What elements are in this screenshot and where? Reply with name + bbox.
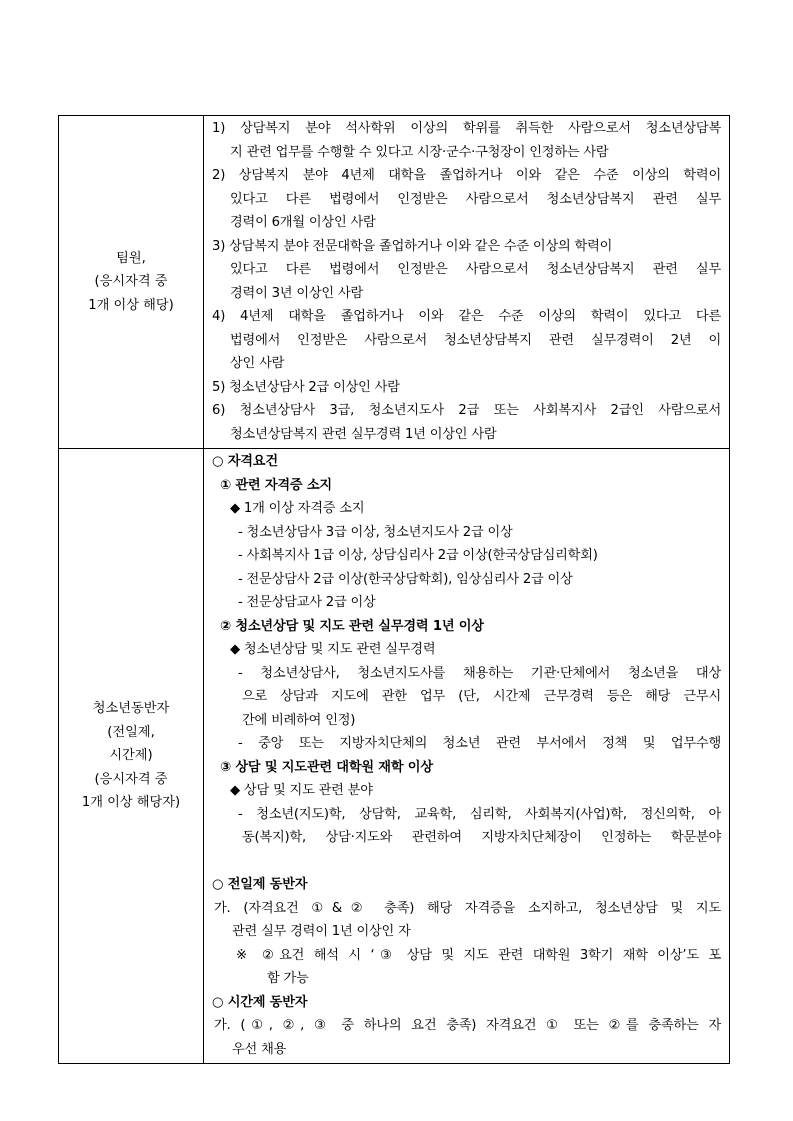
text-line: 6) 청소년상담사 3급, 청소년지도사 2급 또는 사회복지사 2급인 사람으로서 <box>212 403 721 418</box>
section-heading: ○ 자격요건 <box>212 454 278 469</box>
section-heading: ○ 시간제 동반자 <box>212 994 308 1010</box>
sub-heading: ② 청소년상담 및 지도 관련 실무경력 1년 이상 <box>220 618 484 634</box>
text-line: 있다고 다른 법령에서 인정받은 사람으로서 청소년상담복지 관련 실무 <box>230 191 721 207</box>
bullet-line: ◆ 1개 이상 자격증 소지 <box>230 501 365 516</box>
requirements-cell <box>204 116 730 449</box>
text-line: 1) 상담복지 분야 석사학위 이상의 학위를 취득한 사람으로서 청소년상담복 <box>212 121 721 136</box>
category-line: 청소년동반자 <box>92 701 170 717</box>
requirements-cell <box>204 449 730 1064</box>
text-line: 법령에서 인정받은 사람으로서 청소년상담복지 관련 실무경력이 2년 이 <box>230 332 721 348</box>
text-line: 함 가능 <box>267 971 309 986</box>
table-row <box>59 116 730 449</box>
text-line: 경력이 6개월 이상인 사람 <box>230 215 376 230</box>
section-heading: ○ 전일제 동반자 <box>212 877 308 892</box>
text-line: 4) 4년제 대학을 졸업하거나 이와 같은 수준 이상의 학력이 있다고 다른 <box>212 309 721 324</box>
text-line: 상인 사람 <box>230 356 285 371</box>
text-line: 5) 청소년상담사 2급 이상인 사람 <box>212 379 400 395</box>
category-line: 팀원, <box>116 250 146 266</box>
dash-item: - 전문상담교사 2급 이상 <box>238 595 376 610</box>
spacer <box>212 850 721 874</box>
text-line: 관련 실무 경력이 1년 이상인 자 <box>232 924 411 939</box>
text-line: 2) 상담복지 분야 4년제 대학을 졸업하거나 이와 같은 수준 이상의 학력이 <box>212 168 721 183</box>
dash-item: - 청소년(지도)학, 상담학, 교육학, 심리학, 사회복지(사업)학, 정신의학, 아 <box>238 806 721 822</box>
dash-item: - 중앙 또는 지방자치단체의 청소년 관련 부서에서 정책 및 업무수행 <box>238 736 721 751</box>
text-line: 경력이 3년 이상인 사람 <box>230 285 364 301</box>
category-line: (응시자격 중 <box>94 771 168 787</box>
text-line: 가. (①, ②, ③ 중 하나의 요건 충족) 자격요건 ① 또는 ②를 충족하는 자 <box>214 1018 721 1033</box>
text-line: 가. (자격요건 ①&② 충족) 해당 자격증을 소지하고, 청소년상담 및 지도 <box>214 900 721 916</box>
text-line: 동(복지)학, 상담·지도와 관련하여 지방자치단체장이 인정하는 학문분야 <box>242 830 721 845</box>
requirements-table <box>58 115 730 1064</box>
category-line: 1개 이상 해당) <box>88 297 174 313</box>
text-line: 청소년상담복지 관련 실무경력 1년 이상인 사람 <box>230 426 497 442</box>
category-cell <box>59 449 204 1064</box>
bullet-line: ◆ 청소년상담 및 지도 관련 실무경력 <box>230 642 436 657</box>
note-line: ※ ②요건 해석 시 ‘③ 상담 및 지도 관련 대학원 3학기 재학 이상’도 포 <box>236 947 721 963</box>
text-line: 3) 상담복지 분야 전문대학을 졸업하거나 이와 같은 수준 이상의 학력이 <box>212 238 613 254</box>
dash-item: - 전문상담사 2급 이상(한국상담학회), 임상심리사 2급 이상 <box>238 571 573 587</box>
category-cell <box>59 116 204 449</box>
text-line: 간에 비례하여 인정) <box>242 712 356 728</box>
category-line: (응시자격 중 <box>94 274 168 290</box>
dash-item: - 청소년상담사, 청소년지도사를 채용하는 기관·단체에서 청소년을 대상 <box>238 665 721 681</box>
sub-heading: ① 관련 자격증 소지 <box>220 477 332 493</box>
text-line: 우선 채용 <box>232 1041 287 1057</box>
dash-item: - 사회복지사 1급 이상, 상담심리사 2급 이상(한국상담심리학회) <box>238 548 598 563</box>
table-row <box>59 449 730 1064</box>
dash-item: - 청소년상담사 3급 이상, 청소년지도사 2급 이상 <box>238 524 513 540</box>
text-line: 있다고 다른 법령에서 인정받은 사람으로서 청소년상담복지 관련 실무 <box>230 262 721 277</box>
bullet-line: ◆ 상담 및 지도 관련 분야 <box>230 783 373 798</box>
category-line: 1개 이상 해당자) <box>81 795 181 811</box>
sub-heading: ③ 상담 및 지도관련 대학원 재학 이상 <box>220 759 433 775</box>
text-line: 으로 상담과 지도에 관한 업무 (단, 시간제 근무경력 등은 해당 근무시 <box>242 689 721 704</box>
text-line: 지 관련 업무를 수행할 수 있다고 시장·군수·구청장이 인정하는 사람 <box>230 144 609 160</box>
category-line: 시간제) <box>109 748 153 764</box>
category-line: (전일제, <box>107 724 155 740</box>
